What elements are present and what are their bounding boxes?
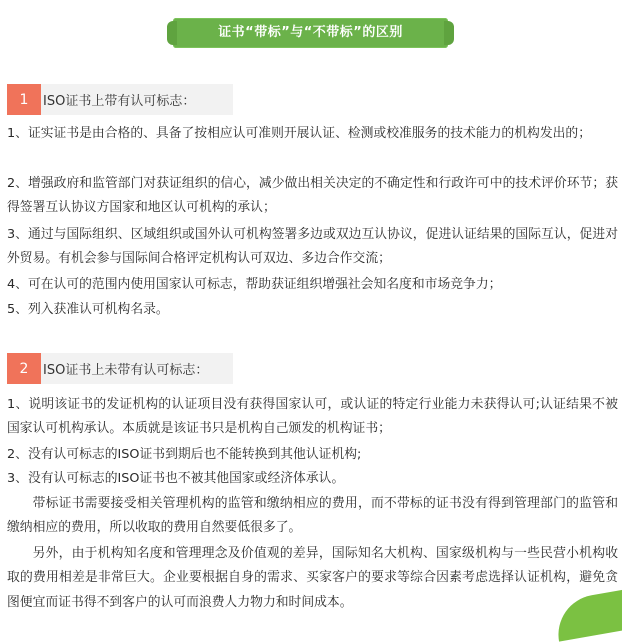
section-1-number: 1 — [7, 84, 41, 115]
banner-title: 证书“带标”与“不带标”的区别 — [218, 25, 403, 40]
paragraph-differences: 另外，由于机构知名度和管理理念及价值观的差异，国际知名大机构、国家级机构与一些民营小机构收取的费用相差是非常巨大。企业要根据自身的需求、买家客户的要求等综合因素考虑选择认证机构，避免贪图便宜而证书得不到客户的认可而浪费人力物力和时间成本。 — [7, 546, 618, 610]
section-2-title: ISO证书上未带有认可标志： — [43, 363, 209, 378]
section-1-item-4: 4、可在认可的范围内使用国家认可标志，帮助获证组织增强社会知名度和市场竞争力； — [7, 277, 502, 292]
section-1-item-1: 1、证实证书是由合格的、具备了按相应认可准则开展认证、检测或校准服务的技术能力的机构发出的； — [7, 126, 592, 141]
section-2-item-2: 2、没有认可标志的ISO证书到期后也不能转换到其他认证机构; — [7, 447, 362, 462]
section-2-heading — [7, 353, 233, 384]
section-1-heading — [7, 84, 233, 115]
paragraph-fees: 带标证书需要接受相关管理机构的监管和缴纳相应的费用，而不带标的证书没有得到管理部门的监管和缴纳相应的费用，所以收取的费用自然要低很多了。 — [7, 496, 618, 536]
title-banner — [173, 18, 448, 48]
section-1-item-2: 2、增强政府和监管部门对获证组织的信心，减少做出相关决定的不确定性和行政许可中的技术评价环节；获得签署互认协议方国家和地区认可机构的承认； — [7, 176, 618, 216]
section-2-number: 2 — [7, 353, 41, 384]
section-1-title: ISO证书上带有认可标志： — [43, 94, 196, 109]
section-2-item-3: 3、没有认可标志的ISO证书也不被其他国家或经济体承认。 — [7, 471, 345, 486]
section-1-item-5: 5、列入获准认可机构名录。 — [7, 302, 169, 317]
section-1-item-3: 3、通过与国际组织、区域组织或国外认可机构签署多边或双边互认协议，促进认证结果的国际互认，促进对外贸易。有机会参与国际间合格评定机构认可双边、多边合作交流； — [7, 227, 618, 267]
section-2-item-1: 1、说明该证书的发证机构的认证项目没有获得国家认可，或认证的特定行业能力未获得认可;认证结果不被国家认可机构承认。本质就是该证书只是机构自己颁发的机构证书； — [7, 397, 618, 437]
